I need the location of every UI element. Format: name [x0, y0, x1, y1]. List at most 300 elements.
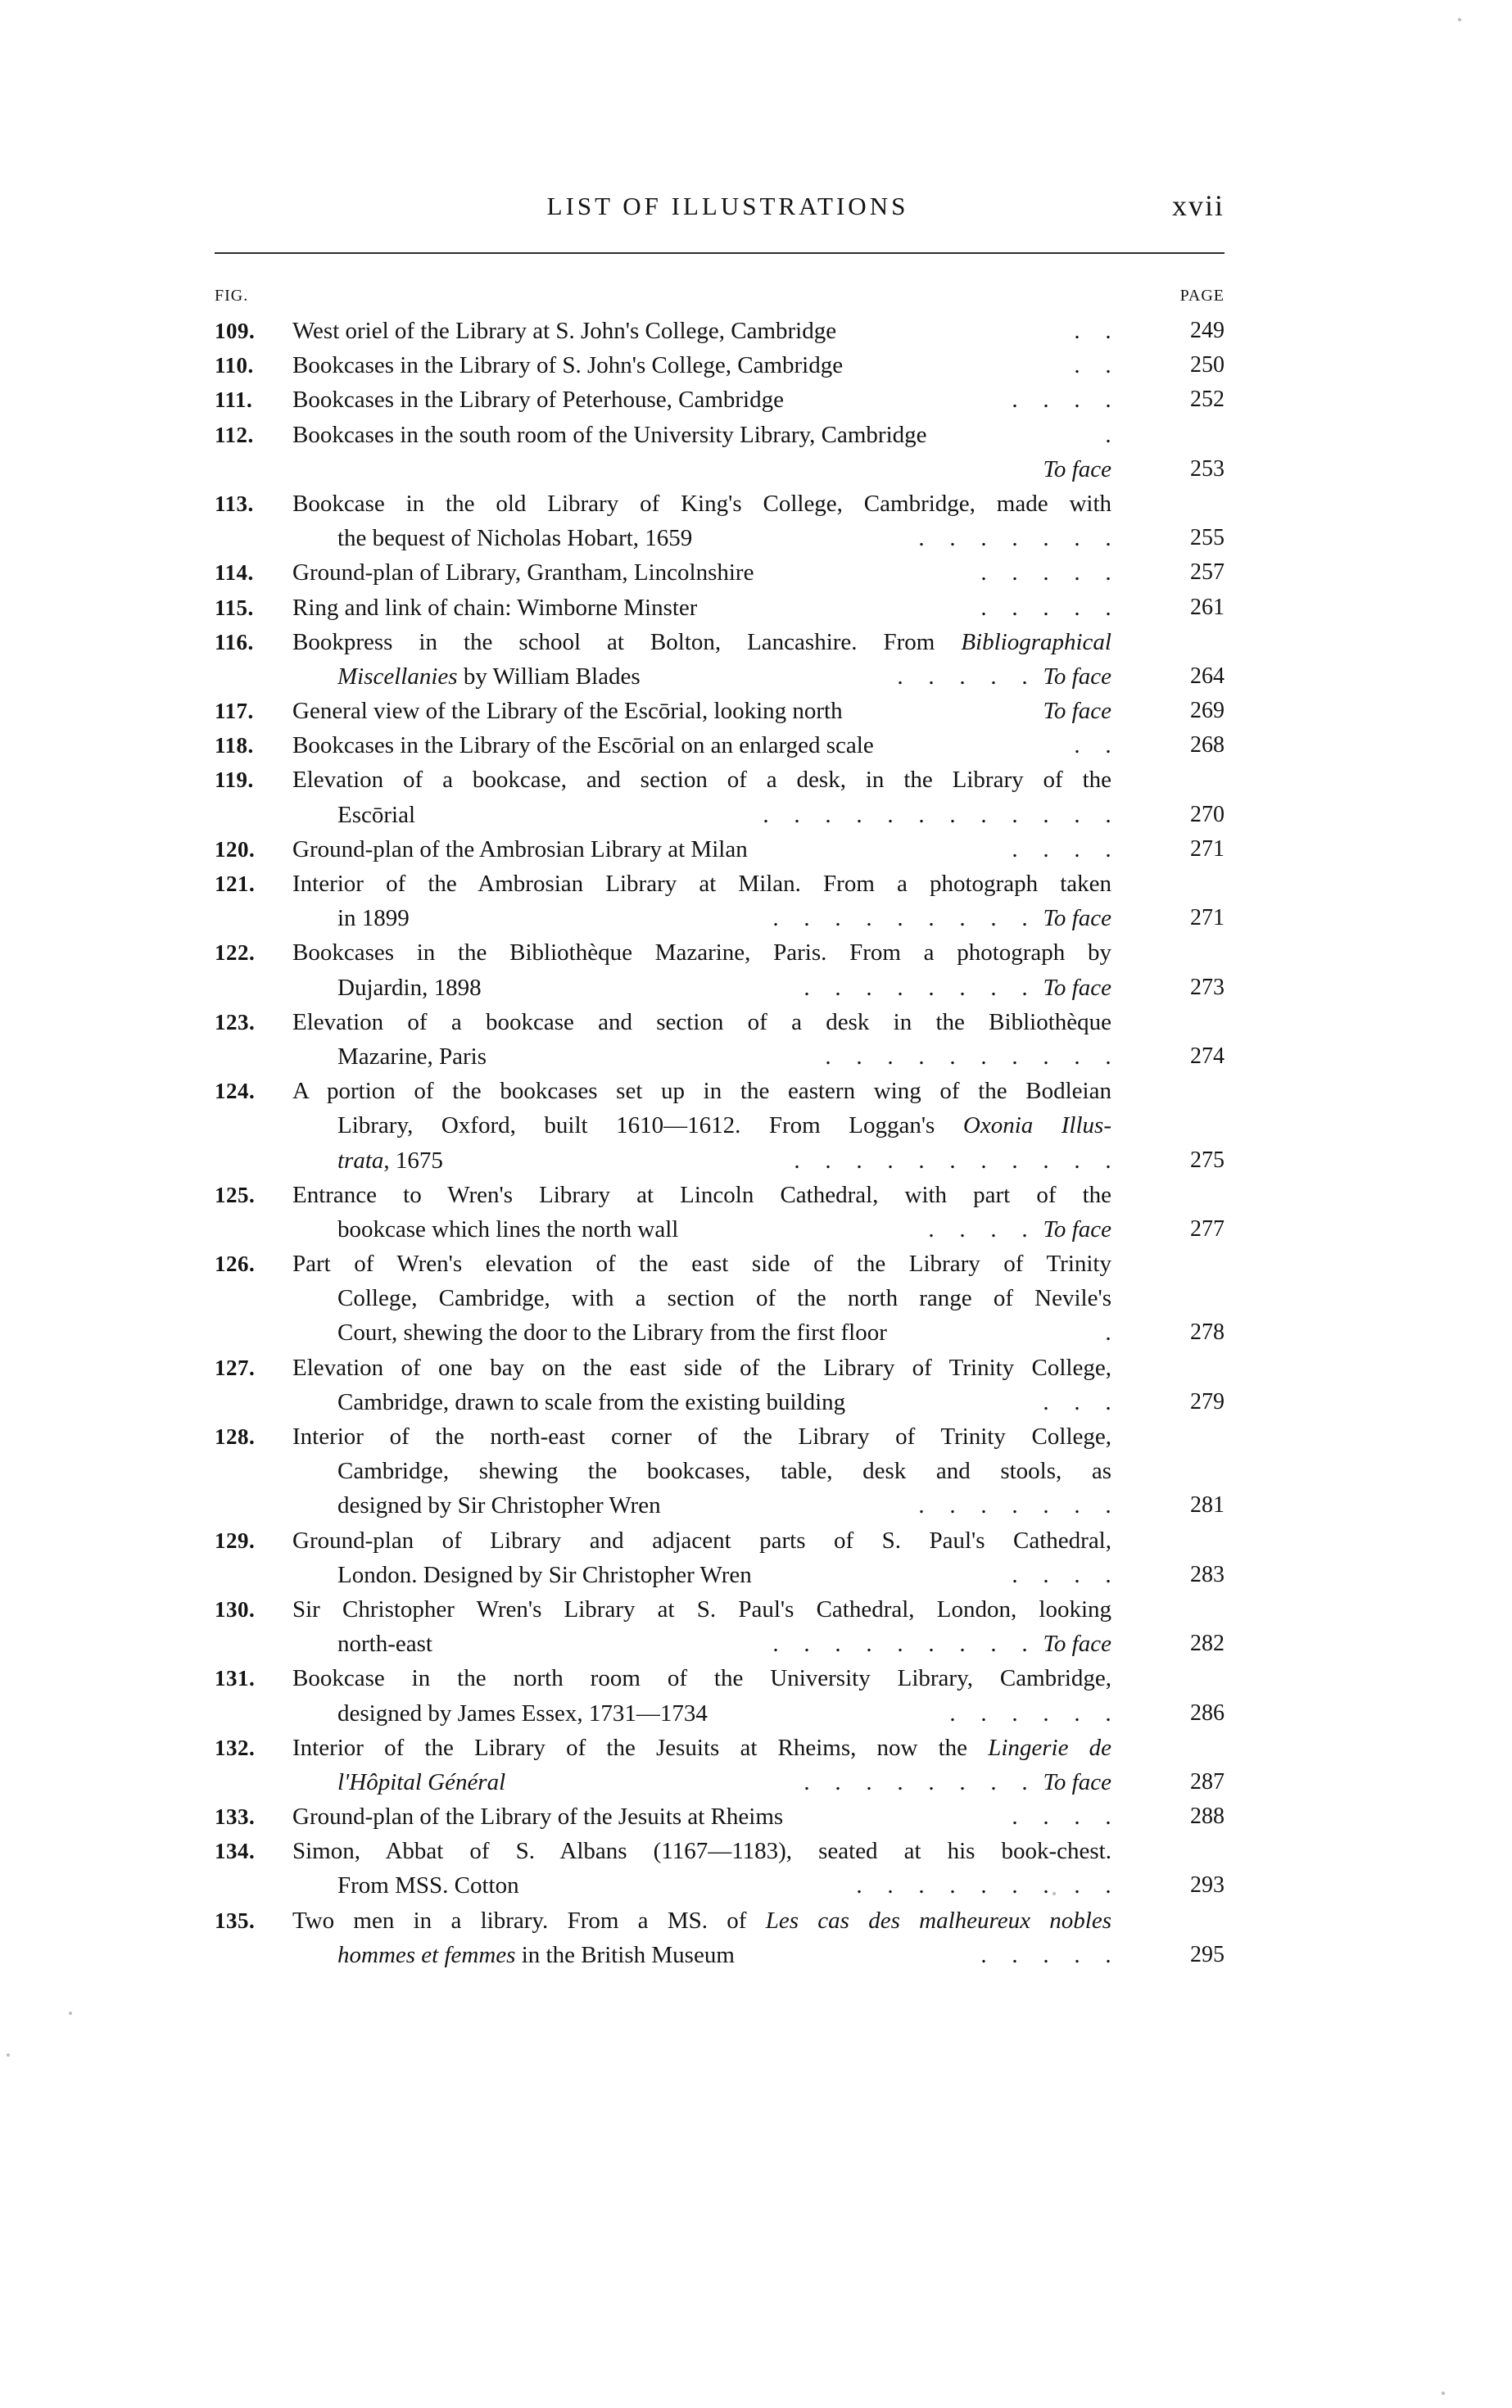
caption-text	[292, 1247, 1111, 1281]
leader-dot: .	[918, 1872, 925, 1899]
leader-dot: .	[1074, 1147, 1080, 1174]
leader-dot: .	[990, 1215, 997, 1242]
caption-roman: Two men in a library. From a MS. of	[292, 1907, 747, 1934]
leader-dot: .	[1043, 1700, 1049, 1727]
leader-dot: .	[1105, 1561, 1111, 1588]
dot-leader	[1105, 418, 1111, 452]
page-reference: 295	[1190, 1941, 1225, 1967]
leader-dot: .	[980, 1043, 987, 1070]
figure-number: 110.	[215, 353, 254, 378]
entry-line	[215, 1039, 1225, 1074]
page-reference: 286	[1190, 1700, 1225, 1726]
fig-column-heading: FIG.	[215, 287, 249, 305]
leader-dot: .	[1074, 594, 1080, 621]
caption-text	[337, 798, 415, 832]
figure-number: 124.	[215, 1079, 256, 1104]
leader-dot: .	[949, 1043, 956, 1070]
caption-roman: Bookcases in the Library of S. John's College, Cambridge	[292, 352, 844, 379]
caption-italic: Les cas des malheureux nobles	[765, 1907, 1111, 1934]
leader-dot: .	[856, 1043, 862, 1070]
leader-dot: .	[1105, 1388, 1111, 1415]
leader-dot: .	[1043, 1043, 1049, 1070]
leader-dot: .	[1043, 525, 1049, 552]
list-item	[215, 1731, 1225, 1799]
leader-dot: .	[990, 1768, 997, 1795]
leader-dot: .	[856, 1872, 862, 1899]
page-reference: 271	[1190, 835, 1225, 862]
to-face-label: To face	[1043, 455, 1111, 482]
list-item	[215, 1523, 1225, 1592]
page-reference: 257	[1190, 559, 1225, 586]
caption-roman: Cambridge, drawn to scale from the existing building	[337, 1388, 846, 1415]
entry-line	[215, 348, 1225, 382]
page-reference: 293	[1190, 1872, 1225, 1899]
caption-roman: in 1899	[337, 905, 410, 932]
leader-dot: .	[1012, 1492, 1018, 1519]
caption-roman: Elevation of a bookcase, and section of a desk, in the Library of the	[292, 767, 1111, 794]
leader-dot: .	[949, 1147, 956, 1174]
page-reference: 283	[1190, 1561, 1225, 1587]
caption-roman: From MSS. Cotton	[337, 1872, 519, 1899]
leader-dot: .	[1012, 1804, 1018, 1831]
leader-dot: .	[1012, 1561, 1018, 1588]
leader-dot: .	[949, 1700, 956, 1727]
leader-dot: .	[897, 1768, 903, 1795]
caption-text	[337, 1039, 487, 1074]
entry-line	[215, 1834, 1225, 1868]
page-reference: 252	[1190, 387, 1225, 413]
caption-text	[292, 1592, 1111, 1627]
page-reference: 264	[1190, 663, 1225, 689]
list-item	[215, 1005, 1225, 1074]
caption-roman: north-east	[337, 1631, 432, 1658]
entry-line	[215, 1178, 1225, 1212]
leader-dot: .	[949, 1492, 956, 1519]
leader-dot: .	[1074, 318, 1080, 344]
figure-number: 135.	[215, 1908, 256, 1933]
leader-dot: .	[835, 905, 841, 932]
page-reference: 261	[1190, 594, 1225, 620]
dot-leader	[794, 1143, 1111, 1178]
leader-dot: .	[1105, 732, 1111, 759]
caption-roman: Entrance to Wren's Library at Lincoln Cathedral, with part of the	[292, 1181, 1111, 1208]
caption-italic: Lingerie de	[988, 1734, 1111, 1761]
figure-number: 120.	[215, 836, 256, 862]
leader-dot: .	[1012, 1147, 1018, 1174]
figure-number: 131.	[215, 1666, 256, 1691]
caption-roman: Bookpress in the school at Bolton, Lancashire. From	[292, 628, 935, 655]
page-reference: 287	[1190, 1768, 1225, 1795]
page-reference: 273	[1190, 974, 1225, 1000]
list-item	[215, 1074, 1225, 1178]
leader-dot: .	[1074, 1872, 1080, 1899]
caption-text	[337, 1558, 752, 1592]
page-reference: 249	[1190, 318, 1225, 343]
caption-roman: Court, shewing the door to the Library from the first floor	[337, 1319, 887, 1347]
list-item	[215, 1351, 1225, 1419]
figure-number: 117.	[215, 699, 254, 724]
leader-dot: .	[1012, 594, 1018, 621]
leader-dot: .	[1105, 1043, 1111, 1070]
caption-roman: designed by Sir Christopher Wren	[337, 1492, 661, 1519]
caption-roman: in the British Museum	[515, 1941, 735, 1968]
leader-dot: .	[1074, 801, 1080, 828]
entry-line	[215, 659, 1225, 694]
leader-dot: .	[1074, 559, 1080, 586]
caption-text	[337, 1143, 443, 1178]
entry-line	[215, 1799, 1225, 1834]
entry-line	[215, 1696, 1225, 1731]
page-reference: 281	[1190, 1492, 1225, 1519]
dot-leader	[918, 521, 1111, 555]
leader-dot: .	[1012, 835, 1018, 862]
entry-line	[215, 1108, 1225, 1143]
column-headings	[215, 287, 1225, 311]
running-head	[215, 187, 1225, 223]
list-item	[215, 487, 1225, 555]
figure-number: 121.	[215, 871, 256, 896]
leader-dot: .	[866, 1768, 872, 1795]
leader-dot: .	[1105, 1700, 1111, 1727]
dot-leader	[949, 1696, 1111, 1731]
caption-roman: Bookcase in the old Library of King's College, Cambridge, made with	[292, 490, 1111, 517]
leader-dot: .	[1012, 559, 1018, 586]
leader-dot: .	[918, 1492, 925, 1519]
caption-text	[292, 1005, 1111, 1039]
page-reference: 253	[1190, 455, 1225, 482]
leader-dot: .	[1074, 835, 1080, 862]
entry-line	[215, 1661, 1225, 1695]
caption-text	[337, 1315, 887, 1350]
figure-number: 123.	[215, 1009, 256, 1034]
figure-number: 118.	[215, 733, 254, 758]
leader-dot: .	[1021, 663, 1028, 690]
leader-dot: .	[1043, 1147, 1049, 1174]
entry-line	[215, 1005, 1225, 1039]
leader-dot: .	[1021, 1768, 1028, 1795]
list-item	[215, 625, 1225, 694]
entry-line	[215, 1419, 1225, 1454]
leader-dot: .	[1043, 1388, 1049, 1415]
entry-line	[215, 1868, 1225, 1903]
to-face-label: To face	[1043, 905, 1111, 932]
leader-dot: .	[897, 663, 903, 690]
entry-line	[215, 1558, 1225, 1592]
leader-dot: .	[887, 1872, 894, 1899]
caption-roman: Mazarine, Paris	[337, 1043, 487, 1070]
leader-dot: .	[1043, 594, 1049, 621]
entry-line	[215, 625, 1225, 659]
caption-italic: trata	[337, 1147, 384, 1174]
entry-line	[215, 1731, 1225, 1765]
page-reference: 277	[1190, 1215, 1225, 1242]
dot-leader	[1043, 1385, 1111, 1419]
leader-dot: .	[887, 1043, 894, 1070]
leader-dot: .	[1043, 1492, 1049, 1519]
leader-dot: .	[1074, 1700, 1080, 1727]
caption-text	[292, 1351, 1111, 1385]
dot-leader	[1074, 348, 1111, 382]
caption-roman: Bookcases in the south room of the University Library, Cambridge	[292, 421, 927, 448]
to-face-label: To face	[1043, 974, 1111, 1001]
caption-roman: Library, Oxford, built 1610—1612. From Loggan's	[337, 1112, 935, 1139]
caption-roman: Part of Wren's elevation of the east side of the Library of Trinity	[292, 1251, 1111, 1278]
caption-roman: Ground-plan of the Ambrosian Library at Milan	[292, 835, 748, 862]
caption-text	[337, 1454, 1111, 1488]
leader-dot: .	[856, 801, 862, 828]
leader-dot: .	[1074, 1941, 1080, 1968]
leader-dot: .	[1012, 1700, 1018, 1727]
caption-text	[292, 1661, 1111, 1695]
list-item	[215, 728, 1225, 763]
entry-line	[215, 1938, 1225, 1972]
caption-text	[292, 1074, 1111, 1108]
caption-roman: Elevation of one bay on the east side of the Library of Trinity College,	[292, 1354, 1111, 1381]
leader-dot: .	[1074, 1043, 1080, 1070]
leader-dot: .	[1074, 387, 1080, 414]
leader-dot: .	[918, 1043, 925, 1070]
dot-leader	[918, 1488, 1111, 1523]
page-reference: 274	[1190, 1043, 1225, 1069]
page-reference: 282	[1190, 1631, 1225, 1657]
scan-speck	[7, 2053, 10, 2057]
leader-dot: .	[980, 1147, 987, 1174]
leader-dot: .	[980, 1872, 987, 1899]
entry-line	[215, 1454, 1225, 1488]
page-reference: 269	[1190, 698, 1225, 724]
caption-text	[292, 1834, 1111, 1868]
caption-roman: Ground-plan of the Library of the Jesuits at Rheims	[292, 1804, 784, 1831]
dot-leader	[1074, 314, 1111, 348]
leader-dot: .	[928, 1631, 935, 1658]
figure-number: 134.	[215, 1839, 256, 1864]
list-item	[215, 935, 1225, 1004]
dot-leader	[763, 798, 1111, 832]
caption-roman: Interior of the north-east corner of the Library of Trinity College,	[292, 1424, 1111, 1450]
caption-roman: , 1675	[383, 1147, 443, 1174]
list-item	[215, 832, 1225, 867]
entry-line	[215, 1488, 1225, 1523]
figure-number: 122.	[215, 940, 256, 966]
entry-line	[215, 382, 1225, 417]
caption-roman: A portion of the bookcases set up in the eastern wing of the Bodleian	[292, 1078, 1111, 1105]
entry-line	[215, 1315, 1225, 1350]
leader-dot: .	[1105, 421, 1111, 448]
leader-dot: .	[1012, 525, 1018, 552]
leader-dot: .	[918, 525, 925, 552]
dot-leader	[1074, 728, 1111, 763]
leader-dot: .	[1105, 1147, 1111, 1174]
leader-dot: .	[980, 1941, 987, 1968]
dot-leader	[804, 1765, 1028, 1799]
page-reference: 255	[1190, 525, 1225, 551]
list-item	[215, 1834, 1225, 1903]
caption-roman: College, Cambridge, with a section of the north range of Nevile's	[337, 1285, 1111, 1312]
entry-line	[215, 1247, 1225, 1281]
caption-roman: Dujardin, 1898	[337, 974, 482, 1001]
leader-dot: .	[918, 801, 925, 828]
caption-italic: hommes et femmes	[337, 1941, 516, 1968]
caption-roman: Elevation of a bookcase and section of a desk in the Bibliothèque	[292, 1008, 1111, 1035]
caption-text	[292, 314, 836, 348]
figure-number: 130.	[215, 1596, 256, 1622]
figure-number: 127.	[215, 1355, 256, 1380]
to-face-label: To face	[1043, 698, 1111, 725]
figure-number: 126.	[215, 1252, 256, 1277]
caption-italic: Oxonia Illus-	[962, 1112, 1111, 1139]
figure-number: 112.	[215, 422, 254, 447]
leader-dot: .	[856, 1147, 862, 1174]
list-item	[215, 418, 1225, 487]
page-reference: 278	[1190, 1319, 1225, 1346]
figure-number: 133.	[215, 1804, 256, 1830]
entry-line	[215, 763, 1225, 797]
caption-roman: Ground-plan of Library and adjacent parts of S. Paul's Cathedral,	[292, 1527, 1111, 1554]
leader-dot: .	[804, 905, 810, 932]
caption-text	[292, 728, 874, 763]
to-face-label: To face	[1043, 1768, 1111, 1795]
caption-text	[292, 694, 843, 728]
entry-line	[215, 694, 1225, 728]
entry-line	[215, 867, 1225, 901]
entry-line	[215, 971, 1225, 1005]
leader-dot: .	[804, 1631, 810, 1658]
caption-text	[337, 1488, 661, 1523]
caption-text	[292, 832, 748, 867]
leader-dot: .	[990, 1631, 997, 1658]
entry-line	[215, 1523, 1225, 1558]
leader-dot: .	[1074, 732, 1080, 759]
leader-dot: .	[825, 1147, 831, 1174]
entry-line	[215, 452, 1225, 487]
caption-roman: Simon, Abbat of S. Albans (1167—1183), seated at his book-chest.	[292, 1838, 1111, 1865]
leader-dot: .	[1043, 1872, 1049, 1899]
entry-line	[215, 1592, 1225, 1627]
leader-dot: .	[866, 974, 872, 1001]
entry-line	[215, 314, 1225, 348]
caption-roman: Bookcases in the Library of Peterhouse, Cambridge	[292, 387, 784, 414]
entry-line	[215, 1281, 1225, 1315]
list-item	[215, 867, 1225, 935]
dot-leader	[980, 591, 1111, 625]
leader-dot: .	[949, 801, 956, 828]
caption-text	[292, 418, 927, 452]
leader-dot: .	[772, 1631, 779, 1658]
list-item	[215, 1178, 1225, 1247]
page-reference: 271	[1190, 905, 1225, 931]
leader-dot: .	[949, 1872, 956, 1899]
leader-dot: .	[897, 974, 903, 1001]
caption-text	[292, 867, 1111, 901]
leader-dot: .	[928, 905, 935, 932]
leader-dot: .	[959, 663, 966, 690]
entry-line	[215, 1765, 1225, 1799]
leader-dot: .	[1105, 1872, 1111, 1899]
caption-text	[337, 1281, 1111, 1315]
caption-roman: the bequest of Nicholas Hobart, 1659	[337, 525, 693, 552]
caption-roman: Ground-plan of Library, Grantham, Lincolnshire	[292, 559, 754, 586]
dot-leader	[1012, 832, 1111, 867]
leader-dot: .	[1105, 318, 1111, 344]
entry-line	[215, 1627, 1225, 1661]
caption-text	[337, 1765, 505, 1799]
caption-text	[337, 1108, 1111, 1143]
caption-text	[292, 382, 784, 417]
list-item	[215, 1247, 1225, 1351]
caption-text	[337, 1212, 678, 1247]
entry-line	[215, 487, 1225, 521]
caption-roman: bookcase which lines the north wall	[337, 1215, 679, 1242]
illustrations-list	[215, 314, 1225, 1972]
figure-number: 114.	[215, 560, 254, 586]
leader-dot: .	[1043, 1941, 1049, 1968]
caption-italic: Bibliographical	[961, 628, 1111, 655]
leader-dot: .	[1105, 352, 1111, 379]
entry-line	[215, 418, 1225, 452]
caption-text	[337, 1627, 432, 1661]
figure-number: 109.	[215, 319, 256, 343]
caption-text	[292, 487, 1111, 521]
leader-dot: .	[1043, 1804, 1049, 1831]
figure-number: 125.	[215, 1182, 256, 1207]
leader-dot: .	[825, 1043, 831, 1070]
page-reference: 275	[1190, 1147, 1225, 1173]
leader-dot: .	[959, 1215, 966, 1242]
leader-dot: .	[928, 1768, 935, 1795]
header-rule	[215, 252, 1225, 254]
dot-leader	[772, 1627, 1028, 1661]
figure-number: 115.	[215, 595, 254, 620]
leader-dot: .	[928, 1215, 935, 1242]
entry-line	[215, 1212, 1225, 1247]
scan-speck	[1458, 18, 1461, 21]
scan-speck	[1442, 2392, 1445, 2395]
caption-text	[337, 521, 692, 555]
figure-number: 119.	[215, 767, 254, 793]
caption-roman: General view of the Library of the Escōrial, looking north	[292, 698, 843, 725]
leader-dot: .	[1074, 1388, 1080, 1415]
figure-number: 111.	[215, 387, 253, 413]
caption-roman: Bookcase in the north room of the University Library, Cambridge,	[292, 1665, 1111, 1692]
leader-dot: .	[959, 905, 966, 932]
caption-text	[292, 1731, 1111, 1765]
leader-dot: .	[1012, 1043, 1018, 1070]
list-item	[215, 1903, 1225, 1972]
page-reference: 268	[1190, 732, 1225, 758]
list-item	[215, 382, 1225, 417]
leader-dot: .	[866, 905, 872, 932]
leader-dot: .	[794, 1147, 800, 1174]
leader-dot: .	[1105, 1492, 1111, 1519]
page-number: xvii	[1171, 189, 1225, 222]
leader-dot: .	[1043, 1561, 1049, 1588]
caption-roman: Escōrial	[337, 801, 416, 828]
dot-leader	[856, 1868, 1111, 1903]
caption-roman: Bookcases in the Library of the Escōrial on an enlarged scale	[292, 732, 874, 759]
leader-dot: .	[887, 1147, 894, 1174]
entry-line	[215, 832, 1225, 867]
entry-line	[215, 1903, 1225, 1938]
list-item	[215, 348, 1225, 382]
list-item	[215, 555, 1225, 590]
leader-dot: .	[804, 1768, 810, 1795]
caption-text	[292, 763, 1111, 797]
leader-dot: .	[1021, 1215, 1028, 1242]
leader-dot: .	[1105, 525, 1111, 552]
caption-italic: l'Hôpital Général	[337, 1768, 506, 1795]
leader-dot: .	[1105, 835, 1111, 862]
leader-dot: .	[949, 525, 956, 552]
